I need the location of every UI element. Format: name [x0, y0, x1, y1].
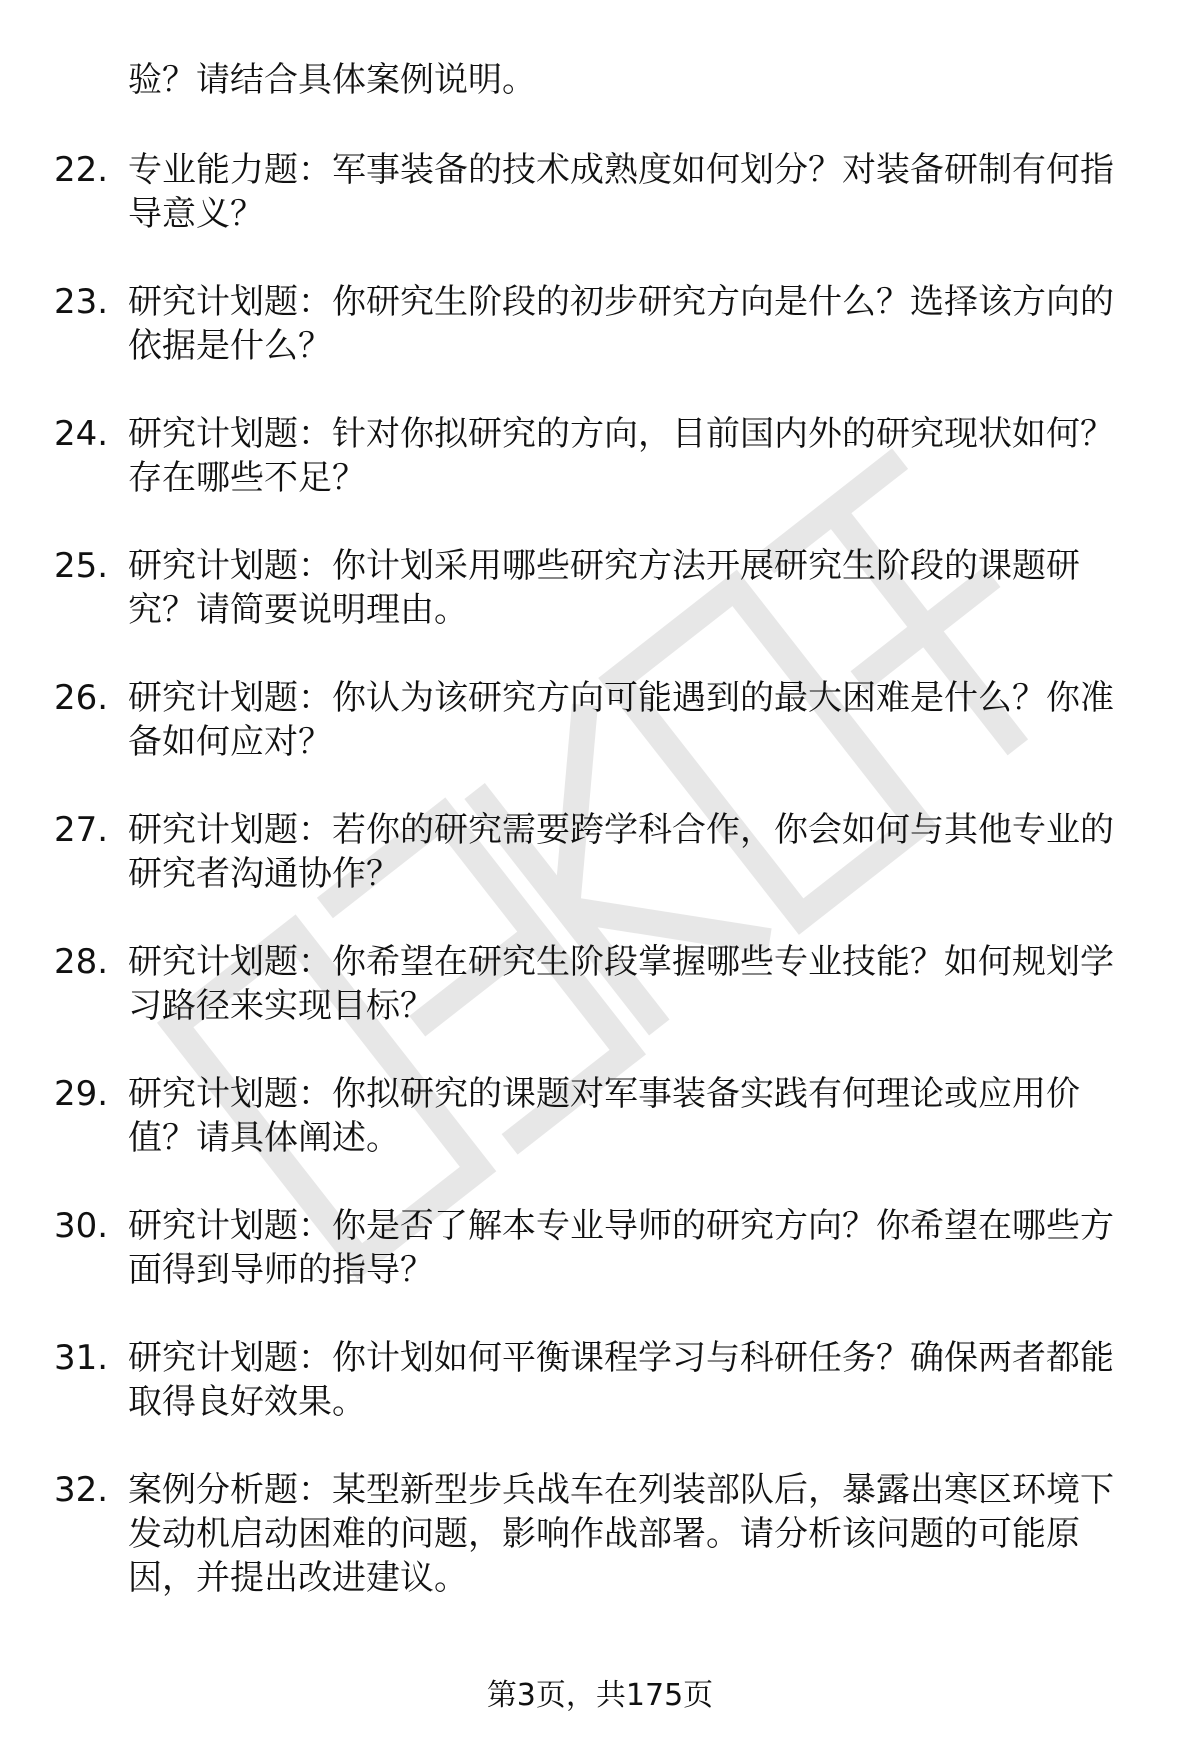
question-text: 研究计划题：你计划如何平衡课程学习与科研任务？确保两者都能取得良好效果。: [128, 1338, 1114, 1422]
question-text: 研究计划题：你计划采用哪些研究方法开展研究生阶段的课题研究？请简要说明理由。: [128, 546, 1080, 630]
question-number: 28.: [54, 942, 109, 982]
question-item-28: [0, 940, 1200, 1028]
question-item-27: [0, 808, 1200, 896]
question-item-32: [0, 1468, 1200, 1600]
question-item-31: [0, 1336, 1200, 1424]
question-text: 研究计划题：你是否了解本专业导师的研究方向？你希望在哪些方面得到导师的指导？: [128, 1206, 1114, 1290]
question-text: 研究计划题：你认为该研究方向可能遇到的最大困难是什么？你准备如何应对？: [128, 678, 1114, 762]
question-text: 案例分析题：某型新型步兵战车在列装部队后，暴露出寒区环境下发动机启动困难的问题，影响作战部署。请分析该问题的可能原因，并提出改进建议。: [128, 1470, 1114, 1598]
continued-question-text: [0, 58, 1200, 102]
question-item-25: [0, 544, 1200, 632]
question-number: 31.: [54, 1338, 109, 1378]
question-item-24: [0, 412, 1200, 500]
question-number: 32.: [54, 1470, 109, 1510]
page-footer: [0, 1676, 1200, 1716]
question-text: 专业能力题：军事装备的技术成熟度如何划分？对装备研制有何指导意义？: [128, 150, 1114, 234]
question-item-30: [0, 1204, 1200, 1292]
question-list: [0, 58, 1200, 1644]
question-text: 研究计划题：你拟研究的课题对军事装备实践有何理论或应用价值？请具体阐述。: [128, 1074, 1080, 1158]
question-number: 29.: [54, 1074, 109, 1114]
question-text: 研究计划题：你研究生阶段的初步研究方向是什么？选择该方向的依据是什么？: [128, 282, 1114, 366]
question-number: 27.: [54, 810, 109, 850]
question-text: 研究计划题：你希望在研究生阶段掌握哪些专业技能？如何规划学习路径来实现目标？: [128, 942, 1114, 1026]
question-number: 22.: [54, 150, 109, 190]
question-item-26: [0, 676, 1200, 764]
page-number-label: 第3页，共175页: [486, 1678, 714, 1713]
question-text: 研究计划题：若你的研究需要跨学科合作，你会如何与其他专业的研究者沟通协作？: [128, 810, 1114, 894]
question-item-29: [0, 1072, 1200, 1160]
question-item-22: [0, 148, 1200, 236]
question-text: 研究计划题：针对你拟研究的方向，目前国内外的研究现状如何？存在哪些不足？: [128, 414, 1114, 498]
question-number: 24.: [54, 414, 109, 454]
question-number: 23.: [54, 282, 109, 322]
question-number: 30.: [54, 1206, 109, 1246]
question-number: 25.: [54, 546, 109, 586]
question-number: 26.: [54, 678, 109, 718]
continuation-text: 验？请结合具体案例说明。: [128, 60, 536, 100]
question-item-23: [0, 280, 1200, 368]
